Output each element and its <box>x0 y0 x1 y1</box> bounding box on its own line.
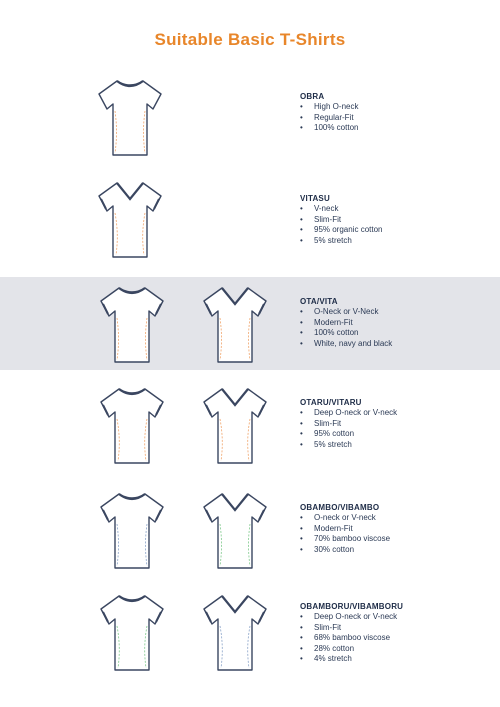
feature-item: • 68% bamboo viscose <box>300 633 403 644</box>
product-obra <box>0 72 500 167</box>
product-otaru-vitaru <box>0 380 500 480</box>
feature-item: • 30% cotton <box>300 545 390 556</box>
feature-item: • Regular-Fit <box>300 113 358 124</box>
feature-item: • Slim-Fit <box>300 215 383 226</box>
crew-neck-tshirt-icon <box>97 284 167 364</box>
feature-item: • 28% cotton <box>300 644 403 655</box>
feature-item: • Deep O-neck or V-neck <box>300 612 403 623</box>
product-name: OBAMBORU/VIBAMBORU <box>300 602 404 611</box>
crew-neck-tshirt-icon <box>97 592 167 672</box>
feature-item: • 4% stretch <box>300 654 403 665</box>
feature-item: • 100% cotton <box>300 123 358 134</box>
product-name: VITASU <box>300 194 330 203</box>
feature-item: • Modern-Fit <box>300 318 392 329</box>
product-name: OTARU/VITARU <box>300 398 362 407</box>
feature-item: • Slim-Fit <box>300 419 397 430</box>
feature-item: • 5% stretch <box>300 236 383 247</box>
product-obamboru-vibamboru <box>0 590 500 700</box>
feature-item: • 95% cotton <box>300 429 397 440</box>
feature-item: • O-neck or V-neck <box>300 513 390 524</box>
page-title: Suitable Basic T-Shirts <box>154 30 346 49</box>
feature-item: • 100% cotton <box>300 328 392 339</box>
v-neck-tshirt-icon <box>95 179 165 259</box>
product-name: OBAMBO/VIBAMBO <box>300 503 380 512</box>
crew-neck-tshirt-icon <box>97 385 167 465</box>
feature-item: • 95% organic cotton <box>300 225 383 236</box>
product-ota-vita <box>0 277 500 370</box>
crew-neck-tshirt-icon <box>97 490 167 570</box>
feature-item: • V-neck <box>300 204 383 215</box>
feature-item: • Modern-Fit <box>300 524 390 535</box>
v-neck-tshirt-icon <box>200 385 270 465</box>
feature-item: • Deep O-neck or V-neck <box>300 408 397 419</box>
v-neck-tshirt-icon <box>200 490 270 570</box>
feature-item: • 5% stretch <box>300 440 397 451</box>
v-neck-tshirt-icon <box>200 284 270 364</box>
feature-item: • Slim-Fit <box>300 623 403 634</box>
product-obambo-vibambo <box>0 485 500 585</box>
product-name: OTA/VITA <box>300 297 338 306</box>
product-name: OBRA <box>300 92 325 101</box>
crew-neck-tshirt-icon <box>95 77 165 157</box>
feature-item: • 70% bamboo viscose <box>300 534 390 545</box>
feature-item: • O-Neck or V-Neck <box>300 307 392 318</box>
product-vitasu <box>0 172 500 272</box>
feature-item: • White, navy and black <box>300 339 392 350</box>
v-neck-tshirt-icon <box>200 592 270 672</box>
feature-item: • High O-neck <box>300 102 358 113</box>
